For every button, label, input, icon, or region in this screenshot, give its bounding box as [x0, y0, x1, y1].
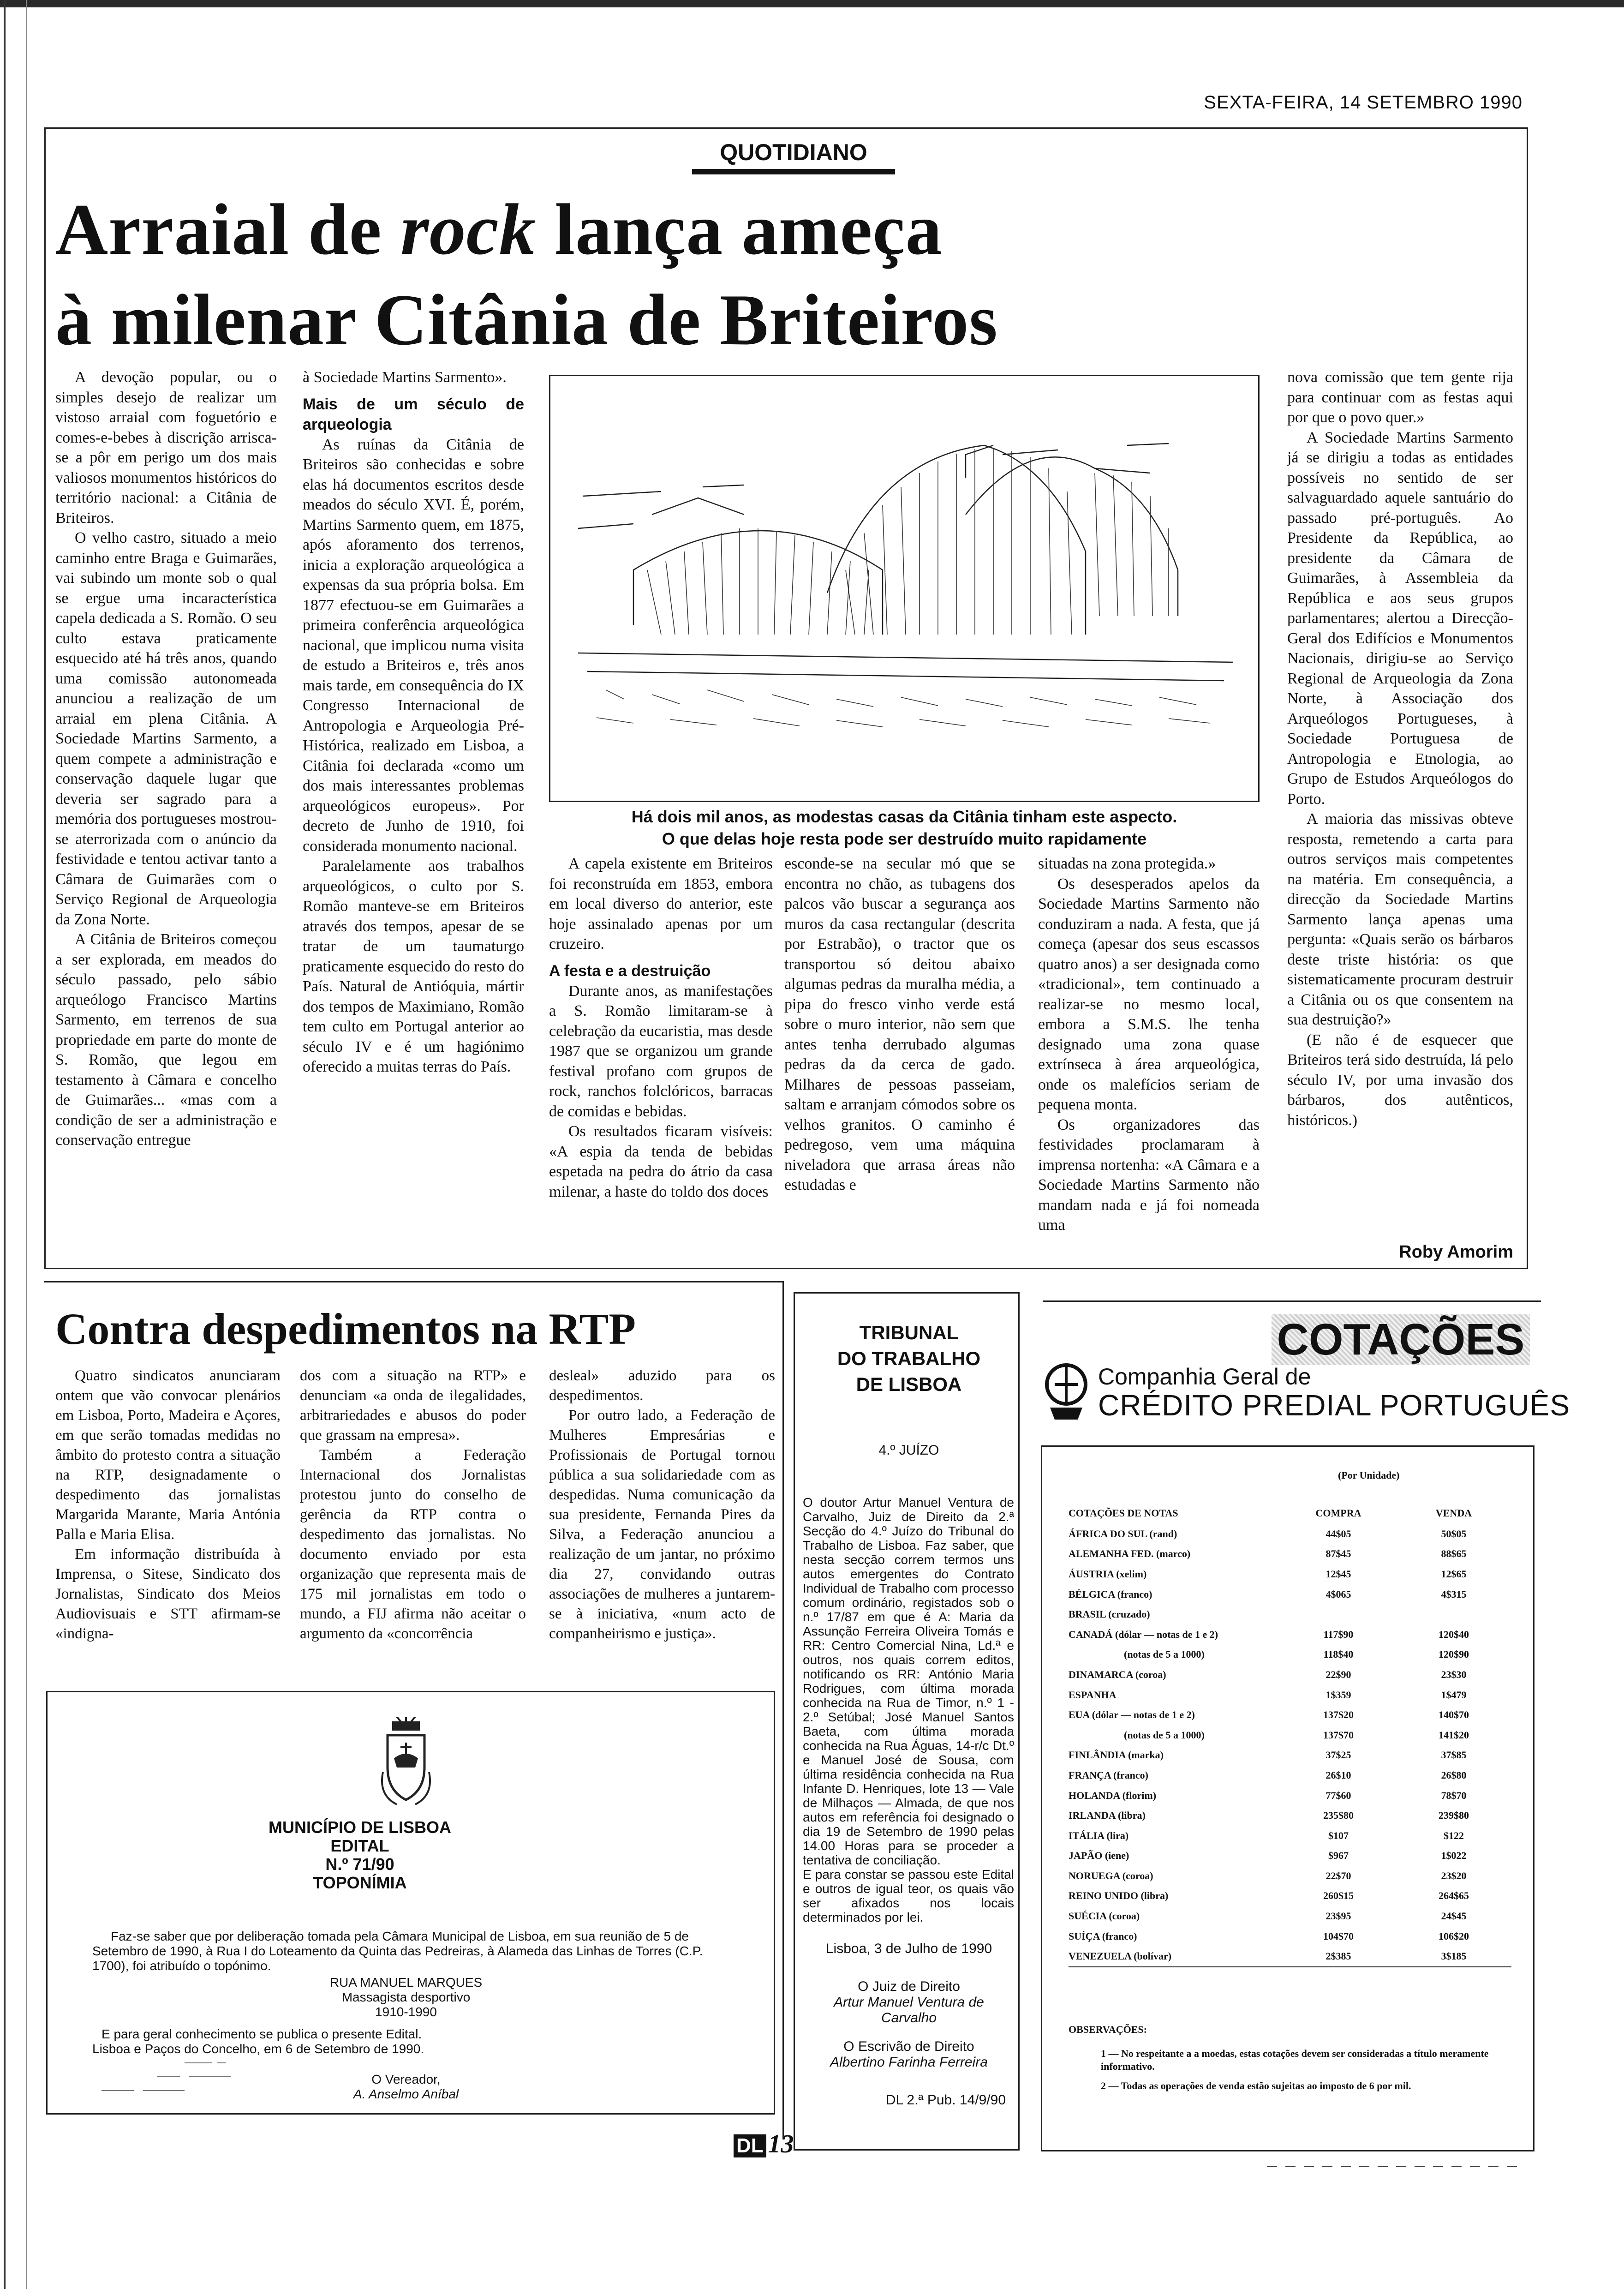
- sell-rate: 23$20: [1441, 1870, 1467, 1882]
- per-unit-label: (Por Unidade): [1338, 1469, 1400, 1481]
- buy-rate: 12$45: [1325, 1568, 1351, 1580]
- buy-rate: $967: [1328, 1850, 1349, 1862]
- currency-name: FRANÇA (franco): [1069, 1769, 1148, 1781]
- currency-name: VENEZUELA (bolívar): [1069, 1946, 1281, 1967]
- sell-rate: 12$65: [1441, 1568, 1467, 1580]
- paragraph: esconde-se na secular mó que se encontra no chão, as tubagens dos palcos vão buscar a segurança aos muros da casa rectangular (descrita por Estrabão), o tractor que os transportou só deitou abaixo algumas pedras da muralha média, a pipa do fresco vinho verde está sobre o muro interior, não sem que antes tenha derrubado algumas pedras da da cerca de gado. Milhares de pessoas passeiam, saltam e arranjam cómodos sobre os velhos granitos. O caminho é pedregoso, vem uma máquina niveladora que arrasa áreas não estudadas e: [784, 855, 1015, 1193]
- tribunal-ref: DL 2.ª Pub. 14/9/90: [885, 2092, 1006, 2108]
- sell-rate: 23$30: [1441, 1668, 1467, 1680]
- currency-name: EUA (dólar — notas de 1 e 2): [1069, 1709, 1195, 1721]
- paragraph: Quatro sindicatos anunciaram ontem que vão convocar plenários em Lisboa, Porto, Madeira e Açores, em que serão tomadas medidas no âmbito do protesto contra a situação na RTP, designadamente o despedimento das jornalistas Margarida Marante, Maria Antónia Palla e Maria Elisa.: [55, 1367, 281, 1543]
- buy-rate: 23$95: [1325, 1910, 1351, 1922]
- currency-name: (notas de 5 a 1000): [1124, 1648, 1205, 1660]
- paragraph: Por outro lado, a Federação de Mulheres Empresárias e Profissionais de Portugal tornou pública a sua solidariedade com as despedidas. Numa comunicação da sua presidente, Fernanda Pires da Silva, a Federação anunciou a realização de um jantar, no próximo dia 27, convidando outras associações de mulheres a juntarem-se à iniciativa, «num acto de companheirismo e justiça».: [549, 1407, 775, 1642]
- left-border: [4, 0, 6, 2289]
- buy-rate: 137$20: [1323, 1709, 1354, 1721]
- subhead: Mais de um século de arqueologia: [303, 395, 524, 433]
- company-name-line2: CRÉDITO PREDIAL PORTUGUÊS: [1098, 1389, 1570, 1422]
- tribunal-title-1: TRIBUNAL: [859, 1322, 959, 1343]
- buy-rate: 1$359: [1325, 1689, 1351, 1701]
- sell-rate: 37$85: [1441, 1749, 1467, 1761]
- currency-name: ÁFRICA DO SUL (rand): [1069, 1528, 1177, 1540]
- table-row: [1069, 1705, 1511, 1725]
- edital-body: Faz-se saber que por deliberação tomada pela Câmara Municipal de Lisboa, em sua reunião de 5 de Setembro de 1990, à Rua I do Loteamento da Quinta das Pedreiras, à Alameda das Linhas de Torres (C.P. 1700), foi atribuído o topónimo.: [92, 1929, 703, 1973]
- buy-rate: 37$25: [1325, 1749, 1351, 1761]
- buy-rate: 4$065: [1325, 1588, 1351, 1600]
- table-row: [1069, 1765, 1511, 1786]
- header-buy: COMPRA: [1315, 1507, 1361, 1519]
- sell-rate: [1396, 1604, 1511, 1624]
- table-row: [1069, 1685, 1511, 1705]
- paragraph: situadas na zona protegida.»: [1038, 855, 1216, 872]
- currency-name: (notas de 5 a 1000): [1124, 1729, 1205, 1741]
- tribunal-sig1-title: O Juiz de Direito: [858, 1979, 960, 1994]
- paragraph: Em informação distribuída à Imprensa, o Sitese, Sindicato dos Jornalistas, Sindicato dos Meios Audiovisuais e STT afirmam-se «indigna-: [55, 1546, 281, 1642]
- edital-signer-name: A. Anselmo Aníbal: [353, 2087, 459, 2101]
- buy-rate: 22$90: [1325, 1668, 1351, 1680]
- paragraph: A maioria das missivas obteve resposta, remetendo a carta para outros serviços mais competentes na matéria. Em consequência, a direcção da Sociedade Martins Sarmento lança apenas uma pergunta: «Quais serão os bárbaros deste triste história: os que sistematicamente procuram destruir a Citânia ou os que consentem na sua destruição?»: [1287, 810, 1513, 1028]
- paragraph: Os resultados ficaram visíveis: «A espia da tenda de bebidas espetada na pedra do átrio da casa milenar, a haste do toldo dos doces: [549, 1123, 773, 1200]
- buy-rate: 44$05: [1325, 1528, 1351, 1540]
- edital-name-2: Massagista desportivo: [341, 1990, 471, 2004]
- table-row: [1069, 1805, 1511, 1826]
- buy-rate: 22$70: [1325, 1870, 1351, 1882]
- currency-name: SUÉCIA (coroa): [1069, 1910, 1140, 1922]
- tribunal-sig2-name: Albertino Farinha Ferreira: [830, 2055, 988, 2070]
- sell-rate: 264$65: [1439, 1890, 1469, 1902]
- cotacoes-bottom-dash: [1267, 2166, 1525, 2167]
- edital-name-block: [258, 1975, 554, 2019]
- buy-rate: 77$60: [1325, 1789, 1351, 1801]
- main-col-4: [784, 854, 1015, 1195]
- exchange-rates-table: [1069, 1505, 1511, 1967]
- table-row: [1069, 1946, 1511, 1967]
- sell-rate: 3$185: [1396, 1946, 1511, 1967]
- currency-name: FINLÂNDIA (marka): [1069, 1749, 1164, 1761]
- paragraph: A Sociedade Martins Sarmento já se dirigiu a todas as entidades possíveis no sentido de ser salvaguardado aquele santuário do passado pré-português. Ao Presidente da República, ao presidente da Câmara de Guimarães, à Assembleia da República e aos seus grupos parlamentares; alertou a Direcção-Geral dos Edifícios e Monumentos Nacionais, dirigiu-se ao Serviço Regional de Arqueologia da Zona Norte, à Associação dos Arqueólogos Portugueses, à Sociedade Portuguesa de Antropologia e Etnologia, ao Grupo de Estudos Arqueólogos do Porto.: [1287, 429, 1513, 808]
- paragraph: O velho castro, situado a meio caminho entre Braga e Guimarães, vai subindo um monte sob o qual se ergue uma incaracterística capela dedicada a S. Romão. O seu culto estava praticamente esquecido até há três anos, quando uma comissão autonomeada anunciou a realização de um arraial em plena Citânia. A Sociedade Martins Sarmento, a quem compete a administração e conservação daquele lugar que deveria ser sagrado para a memória dos portugueses mostrou-se aterrorizada com o anúncio da festividade e tentou activar tanto a Câmara de Guimarães com o Serviço Regional de Arqueologia da Zona Norte.: [55, 529, 277, 928]
- tribunal-body: [803, 1495, 1014, 1924]
- headline-part1: Arraial de: [55, 189, 382, 270]
- rates-table-body: [1069, 1524, 1511, 1967]
- tribunal-title-3: DE LISBOA: [856, 1373, 962, 1395]
- cgcp-logo-icon: [1041, 1357, 1092, 1421]
- edital-closing-2: Lisboa e Paços do Concelho, em 6 de Setembro de 1990.: [92, 2042, 424, 2056]
- paragraph: Também a Federação Internacional dos Jornalistas protestou junto do conselho de gerência da RTP contra o despedimento das jornalistas. No documento enviado por esta organização que representa mais de 175 mil jornalistas em todo o mundo, a FIJ afirma não aceitar o argumento da «concorrência: [300, 1447, 526, 1642]
- page-number: [734, 2129, 794, 2159]
- sell-rate: 78$70: [1441, 1789, 1467, 1801]
- currency-name: ESPANHA: [1069, 1689, 1116, 1701]
- edital-stamp-marks: [92, 2058, 258, 2095]
- rtp-right-rule: [782, 1281, 784, 2139]
- paragraph: Os organizadores das festividades proclamaram à imprensa nortenha: «A Câmara e a Sociedade Martins Sarmento não mandam nada e já foi nomeada uma: [1038, 1116, 1260, 1234]
- table-header-row: [1069, 1505, 1511, 1524]
- header-sell: VENDA: [1435, 1507, 1472, 1519]
- currency-name: CANADÁ (dólar — notas de 1 e 2): [1069, 1628, 1218, 1640]
- buy-rate: 26$10: [1325, 1769, 1351, 1781]
- currency-name: BRASIL (cruzado): [1069, 1608, 1150, 1620]
- paragraph: A devoção popular, ou o simples desejo de realizar um vistoso arraial com foguetório e comes-e-bebes à discrição arrisca-se a pôr em perigo um dos mais valiosos monumentos históricos do território nacional: a Citânia de Briteiros.: [55, 369, 277, 527]
- tribunal-body-2: E para constar se passou este Edital e outros de igual teor, os quais vão ser afixados nos locais determinados por lei.: [803, 1867, 1014, 1924]
- rtp-col-3: [549, 1366, 775, 1644]
- sell-rate: 239$80: [1439, 1810, 1469, 1822]
- date-line: SEXTA-FEIRA, 14 SETEMBRO 1990: [1204, 92, 1522, 113]
- paragraph: desleal» aduzido para os despedimentos.: [549, 1367, 775, 1404]
- main-col-1: [55, 367, 277, 1150]
- tribunal-date: Lisboa, 3 de Julho de 1990: [825, 1941, 992, 1956]
- buy-rate: 117$90: [1323, 1628, 1354, 1640]
- tribunal-sig2: [807, 2039, 1010, 2070]
- lisbon-coat-of-arms-icon: [378, 1717, 434, 1809]
- citania-drawing: [549, 375, 1260, 802]
- left-border-inner: [26, 0, 27, 2289]
- paragraph: Os desesperados apelos da Sociedade Martins Sarmento não conduziram a nada. A festa, que já começa (apesar dos seus escassos quatro anos) a ser designada como «tradicional», tem continuado a realizar-se no mesmo local, embora a S.M.S. lhe tenha designado uma zona quase extrínseca à área arqueológica, onde os malefícios seriam de pequena monta.: [1038, 875, 1260, 1113]
- sell-rate: 141$20: [1439, 1729, 1469, 1741]
- edital-closing: [92, 2027, 646, 2056]
- edital-signature: [277, 2072, 535, 2102]
- edital-head-1: MUNICÍPIO DE LISBOA: [268, 1818, 452, 1837]
- table-row: [1069, 1786, 1511, 1806]
- edital-name-1: RUA MANUEL MARQUES: [329, 1975, 483, 1989]
- headline-part2: lança ameça: [555, 189, 943, 270]
- paragraph: A capela existente em Briteiros foi reconstruída em 1853, embora em local diverso do anterior, este hoje assinalado apenas por um cruzeiro.: [549, 855, 773, 953]
- table-row: [1069, 1564, 1511, 1584]
- currency-name: ITÁLIA (lira): [1069, 1829, 1129, 1841]
- buy-rate: 260$15: [1323, 1890, 1354, 1902]
- caption-line-2: O que delas hoje resta pode ser destruído muito rapidamente: [662, 829, 1147, 848]
- sell-rate: 24$45: [1441, 1910, 1467, 1922]
- rtp-col-1: [55, 1366, 281, 1644]
- main-headline: [55, 185, 1439, 366]
- sell-rate: 26$80: [1441, 1769, 1467, 1781]
- paragraph: à Sociedade Martins Sarmento».: [303, 369, 507, 386]
- byline: Roby Amorim: [1399, 1242, 1513, 1262]
- sell-rate: 1$022: [1441, 1850, 1467, 1862]
- buy-rate: $107: [1328, 1829, 1349, 1841]
- table-row: [1069, 1926, 1511, 1947]
- buy-rate: 87$45: [1325, 1548, 1351, 1560]
- sell-rate: $122: [1444, 1829, 1464, 1841]
- buy-rate: [1281, 1604, 1396, 1624]
- edital-head-4: TOPONÍMIA: [313, 1873, 407, 1892]
- headline-line2: à milenar Citânia de Briteiros: [55, 280, 998, 360]
- buy-rate: 118$40: [1323, 1648, 1354, 1660]
- table-row: [1069, 1846, 1511, 1866]
- buy-rate: 104$70: [1323, 1930, 1354, 1942]
- tribunal-title: [807, 1320, 1010, 1397]
- rtp-col-2: [300, 1366, 526, 1644]
- table-row: [1069, 1866, 1511, 1886]
- section-label: QUOTIDIANO: [692, 136, 895, 174]
- caption-line-1: Há dois mil anos, as modestas casas da Citânia tinham este aspecto.: [631, 807, 1177, 826]
- tribunal-sig1: [807, 1979, 1010, 2026]
- cotacoes-top-rule: [1043, 1300, 1541, 1302]
- photo-caption: [549, 806, 1260, 850]
- masthead-logo: DL: [734, 2134, 766, 2157]
- buy-rate: 137$70: [1323, 1729, 1354, 1741]
- tribunal-sig2-title: O Escrivão de Direito: [843, 2039, 974, 2054]
- currency-name: REINO UNIDO (libra): [1069, 1890, 1169, 1902]
- hut-sketch-icon: [550, 376, 1258, 801]
- main-col-2: [303, 367, 524, 1077]
- obs-2: 2 — Todas as operações de venda estão sujeitas ao imposto de 6 por mil.: [1101, 2080, 1411, 2091]
- buy-rate: 235$80: [1323, 1810, 1354, 1822]
- currency-name: IRLANDA (libra): [1069, 1810, 1146, 1822]
- table-row: [1069, 1906, 1511, 1926]
- sell-rate: 120$90: [1439, 1648, 1469, 1660]
- currency-name: ÁUSTRIA (xelim): [1069, 1568, 1147, 1580]
- currency-name: SUÍÇA (franco): [1069, 1930, 1137, 1942]
- main-col-6: [1287, 367, 1513, 1130]
- observations: [1069, 2023, 1511, 2092]
- paragraph: nova comissão que tem gente rija para continuar com as festas aqui por que o povo quer.»: [1287, 369, 1513, 426]
- sell-rate: 106$20: [1439, 1930, 1469, 1942]
- tribunal-body-1: O doutor Artur Manuel Ventura de Carvalho, Juiz de Direito da 2.ª Secção do 4.º Juízo do Tribunal do Trabalho de Lisboa. Faz saber, que nesta secção correm termos uns autos emergentes do Contrato Individual de Trabalho com processo comum ordinário, registados sob o n.º 17/87 em que é A: Maria da Assunção Ferreira Oliveira Tomás e RR: Centro Comercial Nina, Ld.ª e outros, nos quais correm editos, notificando os RR: António Maria Rodrigues, com última morada conhecida na Rua de Timor, n.º 1 - 2.º Setúbal; José Manuel Santos Baeta, com última morada conhecida na Rua Águas, 14-r/c Dt.º e Manuel José de Sousa, com última residência conhecida na Rua Infante D. Henriques, lote 13 — Vale de Milhaços — Almada, de que nos autos em referência foi designado o dia 19 de Setembro de 1990 pelas 14.00 Horas para se proceder a tentativa de conciliação.: [803, 1495, 1014, 1867]
- paragraph: As ruínas da Citânia de Briteiros são conhecidas e sobre elas há documentos escritos desde meados do século XVI. É, porém, Martins Sarmento quem, em 1875, após aforamento dos terrenos, inicia a exploração arqueológica a expensas da sua própria bolsa. Em 1877 efectuou-se em Guimarães a primeira conferência arqueológica nacional, que implicou numa visita de estudo a Briteiros e, três anos mais tarde, em consequência do IX Congresso Internacional de Antropologia e Arqueologia Pré-Histórica, realizado em Lisboa, a Citânia foi declarada «como um dos mais interessantes problemas arqueológicos europeus». Por decreto de Junho de 1910, foi considerada monumento nacional.: [303, 436, 524, 855]
- paragraph: A Citânia de Briteiros começou a ser explorada, em meados do século passado, pelo sábio arqueólogo Francisco Martins Sarmento, em terrenos de sua propriedade em parte do monte de S. Romão, que legou em testamento à Câmara e concelho de Guimarães... «mas com a condição de ser a administração e conservação entregue: [55, 931, 277, 1149]
- sell-rate: 120$40: [1439, 1628, 1469, 1640]
- table-row: [1069, 1725, 1511, 1745]
- table-row: [1069, 1584, 1511, 1605]
- sell-rate: 4$315: [1441, 1588, 1467, 1600]
- company-name-line1: Companhia Geral de: [1098, 1364, 1311, 1390]
- currency-name: JAPÃO (iene): [1069, 1850, 1129, 1862]
- rtp-top-rule: [44, 1281, 782, 1282]
- page-number-value: 13: [768, 2130, 794, 2158]
- currency-name: NORUEGA (coroa): [1069, 1870, 1153, 1882]
- top-border: [0, 0, 1624, 7]
- table-row: [1069, 1544, 1511, 1564]
- table-row: [1069, 1826, 1511, 1846]
- main-col-3: [549, 854, 773, 1202]
- currency-name: ALEMANHA FED. (marco): [1069, 1548, 1191, 1560]
- paragraph: Durante anos, as manifestações a S. Romão limitaram-se à celebração da eucaristia, mas desde 1987 que se organizou um grande festival profano com grupos de rock, ranchos folclóricos, barracas de comidas e bebidas.: [549, 982, 773, 1120]
- obs-title: OBSERVAÇÕES:: [1069, 2024, 1147, 2035]
- sell-rate: 88$65: [1441, 1548, 1467, 1560]
- header-name: COTAÇÕES DE NOTAS: [1069, 1507, 1178, 1519]
- edital-header: [185, 1818, 535, 1892]
- currency-name: DINAMARCA (coroa): [1069, 1668, 1166, 1680]
- sell-rate: 140$70: [1439, 1709, 1469, 1721]
- sell-rate: 50$05: [1441, 1528, 1467, 1540]
- currency-name: HOLANDA (florim): [1069, 1789, 1157, 1801]
- table-row: [1069, 1645, 1511, 1665]
- paragraph: (E não é de esquecer que Briteiros terá sido destruída, lá pelo século IV, por uma invasão dos bárbaros, dos autênticos, históricos.): [1287, 1031, 1513, 1129]
- paragraph: dos com a situação na RTP» e denunciam «a onda de ilegalidades, arbitrariedades e abusos do poder que grassam na empresa».: [300, 1367, 526, 1444]
- table-row: [1069, 1886, 1511, 1906]
- main-col-5: [1038, 854, 1260, 1235]
- table-row: [1069, 1745, 1511, 1766]
- table-row: [1069, 1624, 1511, 1645]
- sell-rate: 1$479: [1441, 1689, 1467, 1701]
- currency-name: BÉLGICA (franco): [1069, 1588, 1152, 1600]
- tribunal-subtitle: 4.º JUÍZO: [878, 1443, 939, 1458]
- cotacoes-title: COTAÇÕES: [1272, 1314, 1530, 1365]
- headline-italic: rock: [400, 189, 536, 270]
- rtp-headline: Contra despedimentos na RTP: [55, 1304, 636, 1354]
- table-row: [1069, 1524, 1511, 1544]
- edital-head-2: EDITAL: [330, 1836, 389, 1855]
- subhead: A festa e a destruição: [549, 962, 711, 980]
- tribunal-title-2: DO TRABALHO: [837, 1348, 981, 1369]
- table-row: [1069, 1604, 1511, 1624]
- table-row: [1069, 1665, 1511, 1685]
- buy-rate: 2$385: [1281, 1946, 1396, 1967]
- obs-1: 1 — No respeitante a a moedas, estas cotações devem ser consideradas a título meramente informativo.: [1101, 2048, 1489, 2072]
- edital-head-3: N.º 71/90: [325, 1855, 394, 1874]
- edital-name-3: 1910-1990: [375, 2005, 437, 2019]
- paragraph: Paralelamente aos trabalhos arqueológicos, o culto por S. Romão manteve-se em Briteiros através dos tempos, apesar de se tratar de um taumaturgo praticamente esquecido do resto do País. Natural de Antióquia, mártir dos tempos de Maximiano, Romão tem culto em Portugal anterior ao século IV e é um hagiónimo oferecido a muitas terras do País.: [303, 857, 524, 1075]
- tribunal-sig1-name: Artur Manuel Ventura de Carvalho: [834, 1995, 984, 2025]
- edital-signer-title: O Vereador,: [371, 2072, 441, 2086]
- edital-closing-1: E para geral conhecimento se publica o presente Edital.: [102, 2027, 422, 2041]
